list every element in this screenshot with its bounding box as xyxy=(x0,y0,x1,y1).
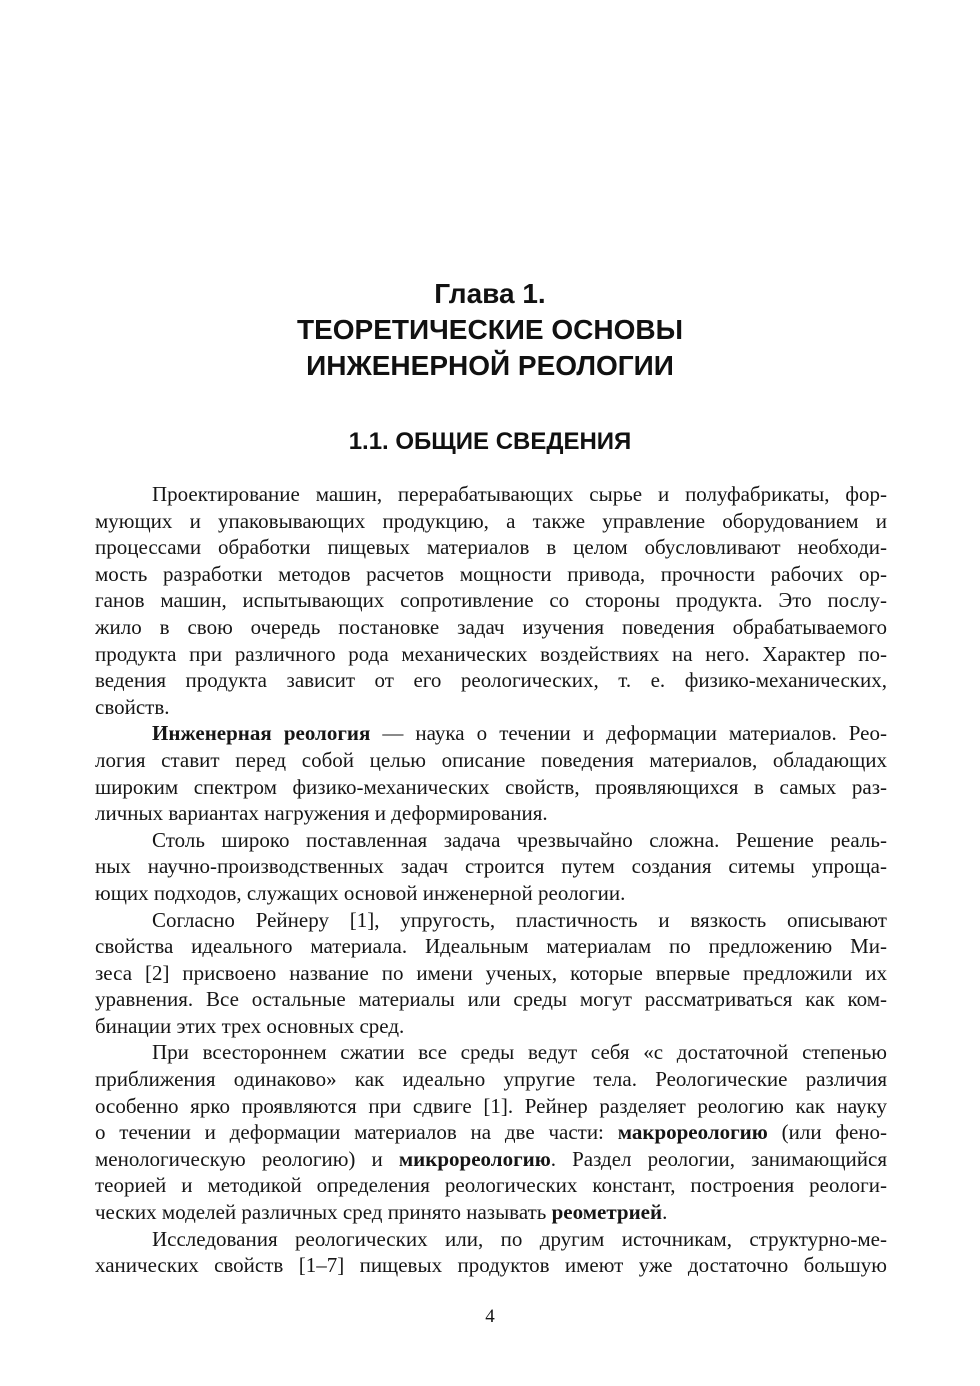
text-line: широким спектром физико-механических свойств, проявляющихся в самых раз- xyxy=(95,774,887,799)
text-span: — наука о течении и деформации материалов. Рео- xyxy=(370,721,887,746)
section-heading: 1.1. ОБЩИЕ СВЕДЕНИЯ xyxy=(348,428,632,455)
text-line: свойств. xyxy=(95,694,170,719)
text-line: ющих подходов, служащих основой инженерной реологии. xyxy=(95,880,626,905)
text-line: Согласно Рейнеру [1], упругость, пластичность и вязкость описывают xyxy=(152,907,887,932)
text-line: логия ставит перед собой целью описание поведения материалов, обладающих xyxy=(95,747,887,772)
text-line: ганов машин, испытывающих сопротивление со стороны продукта. Это послу- xyxy=(95,588,887,613)
text-line: особенно ярко проявляются при сдвиге [1]. Рейнер разделяет реологию как науку xyxy=(95,1093,887,1118)
text-line: мующих и упаковывающих продукцию, а также управление оборудованием и xyxy=(95,508,887,533)
text-span: о течении и деформации материалов на две части: xyxy=(95,1120,618,1145)
text-line: мость разработки методов расчетов мощности привода, прочности рабочих ор- xyxy=(95,561,887,586)
text-line xyxy=(95,1119,887,1146)
text-span: ческих моделей различных сред принято называть xyxy=(95,1200,552,1225)
text-line: Столь широко поставленная задача чрезвычайно сложна. Решение реаль- xyxy=(152,827,887,852)
text-span: . xyxy=(662,1200,668,1225)
text-line: личных вариантах нагружения и деформирования. xyxy=(95,801,548,826)
body-text xyxy=(95,481,887,1279)
chapter-title-line-2: ИНЖЕНЕРНОЙ РЕОЛОГИИ xyxy=(306,350,674,381)
term-macrorheology: макрореологию xyxy=(617,1120,768,1145)
text-line: Проектирование машин, перерабатывающих сырье и полуфабрикаты, фор- xyxy=(152,482,887,506)
text-span: . Раздел реологии, занимающийся xyxy=(550,1146,887,1171)
chapter-title-line-1: ТЕОРЕТИЧЕСКИЕ ОСНОВЫ xyxy=(296,314,683,345)
text-line: При всестороннем сжатии все среды ведут себя «с достаточной степенью xyxy=(152,1040,887,1065)
term-microrheology: микрореологию xyxy=(398,1146,551,1171)
text-line: уравнения. Все остальные материалы или среды могут рассматриваться как ком- xyxy=(95,987,887,1012)
text-line: ханических свойств [1–7] пищевых продуктов имеют уже достаточно большую xyxy=(95,1253,887,1278)
text-line: жило в свою очередь постановке задач изучения поведения обрабатываемого xyxy=(95,614,887,639)
text-line xyxy=(95,1146,887,1173)
text-line: бинации этих трех основных сред. xyxy=(95,1013,405,1038)
text-line: зеса [2] присвоено название по имени ученых, которые впервые предложили их xyxy=(95,960,887,985)
term-rheometry: реометрией xyxy=(551,1200,663,1225)
text-span: менологическую реологию) и xyxy=(95,1146,399,1171)
text-line: продукта при различного рода механических воздействиях на него. Характер по- xyxy=(95,641,887,666)
text-line: ведения продукта зависит от его реологических, т. е. физико-механических, xyxy=(95,668,887,693)
text-line: Исследования реологических или, по другим источникам, структурно-ме- xyxy=(152,1226,887,1251)
text-line: ных научно-производственных задач строится путем создания ситемы упроща- xyxy=(95,854,887,879)
term-engineering-rheology: Инженерная реология xyxy=(152,721,371,746)
chapter-number: Глава 1. xyxy=(434,278,546,309)
chapter-heading xyxy=(0,276,980,384)
text-line xyxy=(95,1199,887,1226)
text-span: (или фено- xyxy=(767,1120,887,1145)
text-line: свойства идеального материала. Идеальным материалам по предложению Ми- xyxy=(95,934,887,959)
text-line: теорией и методикой определения реологических констант, построения реологи- xyxy=(95,1173,887,1198)
text-line xyxy=(95,720,887,747)
page-number: 4 xyxy=(485,1306,495,1327)
text-line: процессами обработки пищевых материалов в целом обусловливают необходи- xyxy=(95,535,887,560)
text-line: приближения одинаково» как идеально упругие тела. Реологические различия xyxy=(95,1067,887,1092)
